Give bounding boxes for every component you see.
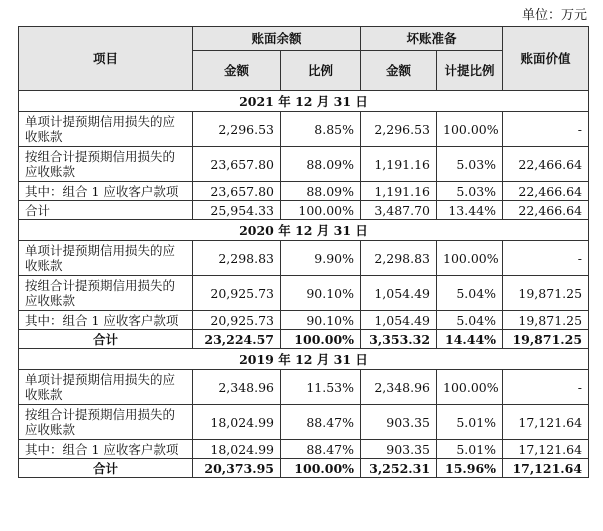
row-bad-debt: 3,353.32 bbox=[361, 330, 437, 349]
table-row-total bbox=[19, 330, 589, 349]
row-accrual: 13.44% bbox=[437, 201, 503, 220]
row-book-value: 22,466.64 bbox=[503, 147, 589, 182]
header-book-balance: 账面余额 bbox=[193, 27, 361, 51]
row-item: 单项计提预期信用损失的应收账款 bbox=[19, 112, 193, 147]
row-amount: 2,298.83 bbox=[193, 241, 281, 276]
row-accrual: 5.04% bbox=[437, 276, 503, 311]
table-row-total bbox=[19, 201, 589, 220]
row-amount: 23,224.57 bbox=[193, 330, 281, 349]
header-amount: 金额 bbox=[193, 51, 281, 91]
row-book-value: 19,871.25 bbox=[503, 330, 589, 349]
row-book-value: 19,871.25 bbox=[503, 276, 589, 311]
row-item: 其中：组合 1 应收客户款项 bbox=[19, 311, 193, 330]
row-amount: 18,024.99 bbox=[193, 405, 281, 440]
row-ratio: 9.90% bbox=[281, 241, 361, 276]
row-ratio: 100.00% bbox=[281, 330, 361, 349]
row-accrual: 5.03% bbox=[437, 147, 503, 182]
table-row bbox=[19, 241, 589, 276]
header-ratio: 比例 bbox=[281, 51, 361, 91]
row-book-value: 17,121.64 bbox=[503, 459, 589, 478]
row-book-value: 17,121.64 bbox=[503, 405, 589, 440]
row-amount: 23,657.80 bbox=[193, 182, 281, 201]
row-item: 按组合计提预期信用损失的应收账款 bbox=[19, 147, 193, 182]
row-bad-debt: 3,252.31 bbox=[361, 459, 437, 478]
row-amount: 20,373.95 bbox=[193, 459, 281, 478]
row-accrual: 14.44% bbox=[437, 330, 503, 349]
table-row bbox=[19, 440, 589, 459]
row-bad-debt: 1,054.49 bbox=[361, 276, 437, 311]
table-row bbox=[19, 182, 589, 201]
row-accrual: 5.01% bbox=[437, 405, 503, 440]
header-bad-debt: 坏账准备 bbox=[361, 27, 503, 51]
row-ratio: 90.10% bbox=[281, 276, 361, 311]
table-row-total bbox=[19, 459, 589, 478]
row-accrual: 100.00% bbox=[437, 241, 503, 276]
row-amount: 23,657.80 bbox=[193, 147, 281, 182]
row-amount: 2,348.96 bbox=[193, 370, 281, 405]
row-amount: 20,925.73 bbox=[193, 311, 281, 330]
row-item: 合计 bbox=[19, 459, 193, 478]
year-2019: 2019 年 12 月 31 日 bbox=[19, 349, 589, 370]
row-book-value: 22,466.64 bbox=[503, 182, 589, 201]
row-ratio: 100.00% bbox=[281, 459, 361, 478]
row-ratio: 88.09% bbox=[281, 182, 361, 201]
row-bad-debt: 903.35 bbox=[361, 405, 437, 440]
table-row bbox=[19, 370, 589, 405]
row-bad-debt: 903.35 bbox=[361, 440, 437, 459]
row-ratio: 100.00% bbox=[281, 201, 361, 220]
row-accrual: 100.00% bbox=[437, 112, 503, 147]
row-accrual: 5.01% bbox=[437, 440, 503, 459]
unit-label: 单位：万元 bbox=[521, 8, 587, 23]
row-item: 单项计提预期信用损失的应收账款 bbox=[19, 241, 193, 276]
row-bad-debt: 2,296.53 bbox=[361, 112, 437, 147]
row-amount: 18,024.99 bbox=[193, 440, 281, 459]
row-bad-debt: 3,487.70 bbox=[361, 201, 437, 220]
row-bad-debt: 1,191.16 bbox=[361, 182, 437, 201]
row-ratio: 88.09% bbox=[281, 147, 361, 182]
table-row bbox=[19, 405, 589, 440]
year-2021: 2021 年 12 月 31 日 bbox=[19, 91, 589, 112]
row-accrual: 15.96% bbox=[437, 459, 503, 478]
row-item: 其中：组合 1 应收客户款项 bbox=[19, 182, 193, 201]
row-item: 合计 bbox=[19, 330, 193, 349]
table-row bbox=[19, 112, 589, 147]
header-book-value: 账面价值 bbox=[503, 27, 589, 91]
table-row bbox=[19, 311, 589, 330]
row-item: 其中：组合 1 应收客户款项 bbox=[19, 440, 193, 459]
row-book-value: 19,871.25 bbox=[503, 311, 589, 330]
row-item: 单项计提预期信用损失的应收账款 bbox=[19, 370, 193, 405]
row-accrual: 5.03% bbox=[437, 182, 503, 201]
row-book-value: - bbox=[503, 370, 589, 405]
row-bad-debt: 2,298.83 bbox=[361, 241, 437, 276]
row-book-value: 17,121.64 bbox=[503, 440, 589, 459]
receivables-table bbox=[18, 26, 589, 478]
header-item: 项目 bbox=[19, 27, 193, 91]
row-amount: 20,925.73 bbox=[193, 276, 281, 311]
year-2020: 2020 年 12 月 31 日 bbox=[19, 220, 589, 241]
row-item: 按组合计提预期信用损失的应收账款 bbox=[19, 405, 193, 440]
header-amount-bad-debt: 金额 bbox=[361, 51, 437, 91]
row-item: 合计 bbox=[19, 201, 193, 220]
row-book-value: - bbox=[503, 241, 589, 276]
row-book-value: - bbox=[503, 112, 589, 147]
row-accrual: 100.00% bbox=[437, 370, 503, 405]
row-bad-debt: 1,191.16 bbox=[361, 147, 437, 182]
row-amount: 25,954.33 bbox=[193, 201, 281, 220]
table-row bbox=[19, 276, 589, 311]
row-bad-debt: 2,348.96 bbox=[361, 370, 437, 405]
table-row bbox=[19, 147, 589, 182]
row-ratio: 88.47% bbox=[281, 440, 361, 459]
row-book-value: 22,466.64 bbox=[503, 201, 589, 220]
row-ratio: 88.47% bbox=[281, 405, 361, 440]
row-accrual: 5.04% bbox=[437, 311, 503, 330]
row-amount: 2,296.53 bbox=[193, 112, 281, 147]
row-ratio: 11.53% bbox=[281, 370, 361, 405]
header-accrual-ratio: 计提比例 bbox=[437, 51, 503, 91]
row-ratio: 8.85% bbox=[281, 112, 361, 147]
row-ratio: 90.10% bbox=[281, 311, 361, 330]
row-bad-debt: 1,054.49 bbox=[361, 311, 437, 330]
row-item: 按组合计提预期信用损失的应收账款 bbox=[19, 276, 193, 311]
